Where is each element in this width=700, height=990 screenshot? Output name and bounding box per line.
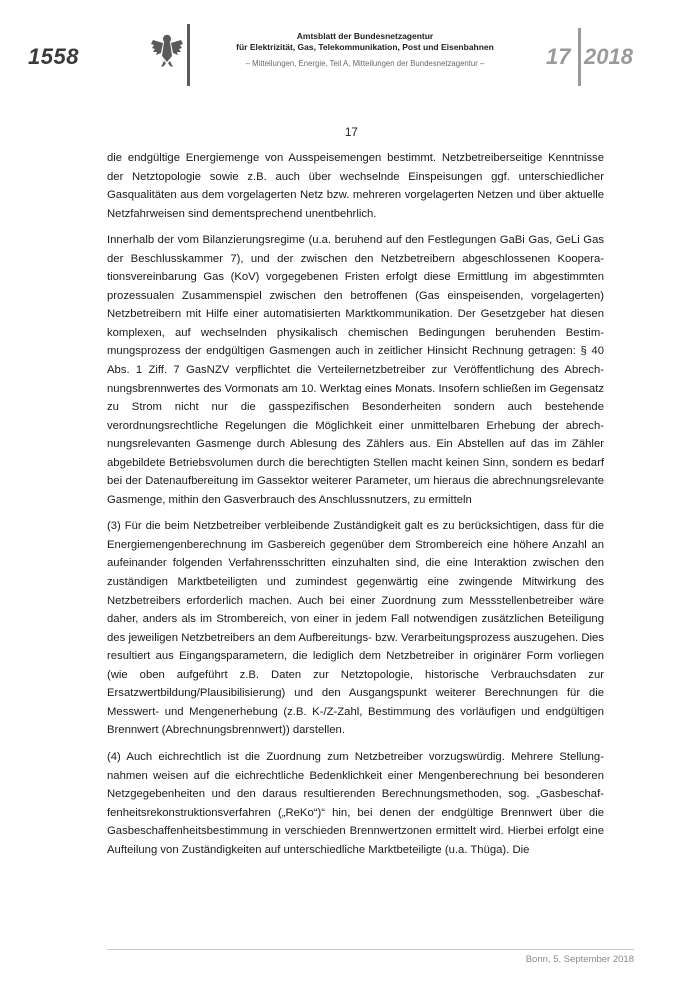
issue-number: 17 bbox=[546, 44, 571, 69]
issue-year: 2018 bbox=[584, 44, 633, 69]
masthead-title: Amtsblatt der Bundesnetzagentur bbox=[296, 31, 434, 41]
federal-eagle-icon bbox=[150, 32, 184, 68]
paragraph: (4) Auch eichrechtlich ist die Zuordnung zum Netzbetreiber vorzugswürdig. Mehrere Stellungnahmen weisen auf die eichrechtliche Bedenklichkeit einer Mengenberechnung bei besonderen Netzgegebenheiten und den daraus resultierenden Berechnungsmethoden, sog. „Gasbeschaffenheitsrekonstruktionsverfahren („ReKo“)“ hin, bei denen der endgültige Brennwert über die Gasbeschaffenheitsbestimmung in verschieden Brennwertzonen ermittelt wird. Hierbei erfolgt eine Aufteilung von Zuständigkeiten auf unterschiedliche Marktbeteiligte (u.a. Thüga). Die bbox=[107, 750, 604, 856]
footer-divider bbox=[107, 949, 634, 950]
masthead bbox=[205, 31, 525, 70]
header-divider bbox=[187, 24, 190, 86]
paragraph: die endgültige Energiemenge von Ausspeisemengen bestimmt. Netzbetreiberseitige Kenntnisse der Netztopologie sowie z.B. auch über wechselnde Einspeisungen ggf. unterschiedlicher Gasqualitäten aus dem vorgelagerten Netz bzw. mehreren vorgelagerten Netzen und über aktuelle Netzfahrweisen sind dementsprechend unentbehrlich. bbox=[107, 152, 604, 220]
issue-divider bbox=[578, 28, 581, 86]
body-text bbox=[107, 149, 604, 867]
section-number: 17 bbox=[345, 127, 358, 139]
footer-place-date: Bonn, 5. September 2018 bbox=[525, 954, 634, 965]
paragraph: Innerhalb der vom Bilanzierungsregime (u.a. beruhend auf den Festlegungen GaBi Gas, GeLi Gas der Beschlusskammer 7), und der zwischen den Netzbetreibern abgeschlossenen Kooperationsvereinbarung Gas (KoV) vorgegebenen Fristen erfolgt diese Ermittlung im abgestimmten prozessualen Zusammenspiel zwischen den betroffenen (Gas einspeisenden, vorgelagerten) Netzbetreibern mit Hilfe einer automatisierten Marktkommunikation. Der Gesetzgeber hat diesen komplexen, auf wechselnden physikalisch chemischen Bedingungen beruhenden Bestimmungsprozess der endgültigen Gasmengen auch in zeitlicher Hinsicht Rechnung getragen: § 40 Abs. 1 Ziff. 7 GasNZV verpflichtet die Verteilernetzbetreiber zur Veröffentlichung des Abrechnungsbrennwertes des Vormonats am 10. Werktag eines Monats. Insofern schließen im Gegensatz zu Strom nicht nur die gasspezifischen Besonderheiten sondern auch bestehende verordnungsrechtliche Regelungen die Möglichkeit einer unmittelbaren Erhebung der abrechnungsrelevanten Gasmenge durch Ablesung des Zählers aus. Ein Abstellen auf das im Zähler abgebildete Betriebsvolumen durch die berechtigten Stellen macht keinen Sinn, sondern es bedarf bei der Datenaufbereitung im Gassektor weiterer Parameter, um hieraus die abrechnungsrelevante Gasmenge, mithin den Gasverbrauch des Anschlussnutzers, zu ermitteln bbox=[107, 234, 604, 506]
paragraph: (3) Für die beim Netzbetreiber verbleibende Zuständigkeit galt es zu berücksichtigen, dass für die Energiemengenberechnung im Gasbereich gegenüber dem Strombereich eine höhere Anzahl an aufeinander folgenden Verfahrensschritten einzuhalten sind, die eine Interaktion zwischen den zuständigen Marktbeteiligten und zumindest gegenwärtig eine zwingende Mitwirkung des Netzbetreibers erforderlich machen. Auch bei einer Zuordnung zum Messstellenbetreiber wäre daher, anders als im Strombereich, von einer in jedem Fall notwendigen zusätzlichen Beteiligung des jeweiligen Netzbetreibers an dem Aufbereitungs- bzw. Verarbeitungsprozess auszugehen. Dies resultiert aus Eingangsparametern, die lediglich dem Netzbetreiber in originärer Form vorliegen (wie oben aufgeführt z.B. Daten zur Netztopologie, historische Verbrauchsdaten zur Ersatzwertbildung/Plausibilisierung) und den Ausgangspunkt weiterer Berechnungen für die Messwert- und Mengenerhebung (z.B. K-/Z-Zahl, Bestimmung des vorläufigen und endgültigen Brennwert (Abrechnungsbrennwert)) darstellen. bbox=[107, 520, 604, 737]
page-number: 1558 bbox=[28, 44, 79, 69]
masthead-subtitle: für Elektrizität, Gas, Telekommunikation, Post und Eisenbahnen bbox=[236, 42, 494, 52]
masthead-section: – Mitteilungen, Energie, Teil A, Mitteilungen der Bundesnetzagentur – bbox=[245, 59, 485, 68]
